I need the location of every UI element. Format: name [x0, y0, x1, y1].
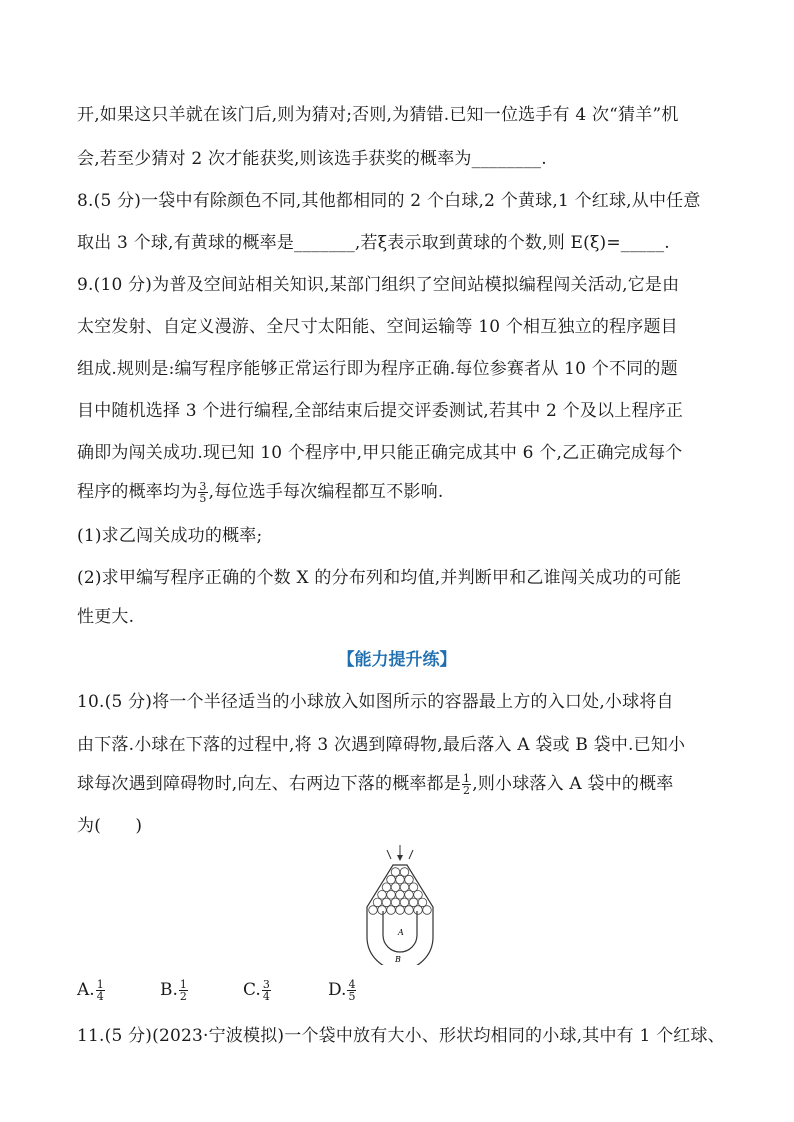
- q9-line: 目中随机选择 3 个进行编程,全部结束后提交评委测试,若其中 2 个及以上程序正: [77, 401, 684, 421]
- text-segment: 程序的概率均为: [77, 482, 198, 502]
- obstacle-peg: [391, 898, 400, 907]
- obstacle-peg: [400, 883, 409, 892]
- fraction: $\frac{1}{2}$: [179, 977, 187, 1003]
- text-segment: 球每次遇到障碍物时,向左、右两边下落的概率都是: [77, 774, 462, 794]
- q10-line: 为( ): [77, 816, 143, 836]
- obstacle-peg: [405, 891, 414, 900]
- obstacle-peg: [396, 906, 405, 915]
- obstacle-peg: [400, 898, 409, 907]
- label-a: A: [398, 928, 404, 937]
- fraction: $\frac{1}{4}$: [96, 977, 104, 1003]
- obstacle-peg: [405, 875, 414, 884]
- obstacle-peg: [378, 906, 387, 915]
- option-d[interactable]: D. $\frac{4}{5}$: [328, 977, 356, 1003]
- q9-line: 确即为闯关成功.现已知 10 个程序中,甲只能正确完成其中 6 个,乙正确完成每个: [77, 443, 683, 463]
- q9-line: 太空发射、自定义漫游、全尺寸太阳能、空间运输等 10 个相互独立的程序题目: [77, 317, 678, 337]
- fraction: $\frac{3}{5}$: [199, 480, 207, 505]
- funnel-lip: [409, 850, 413, 859]
- obstacle-peg: [391, 868, 400, 877]
- obstacle-peg: [396, 875, 405, 884]
- fraction: $\frac{4}{5}$: [348, 977, 356, 1003]
- ball-container-figure: [355, 845, 445, 965]
- obstacle-peg: [378, 891, 387, 900]
- q9-part: (1)求乙闯关成功的概率;: [77, 526, 263, 546]
- q10-line: 10.(5 分)将一个半径适当的小球放入如图所示的容器最上方的入口处,小球将自: [77, 692, 674, 712]
- container-outline: [367, 865, 433, 965]
- obstacle-peg: [387, 906, 396, 915]
- option-a[interactable]: A. $\frac{1}{4}$: [77, 977, 104, 1003]
- obstacle-peg: [400, 868, 409, 877]
- obstacle-peg: [396, 891, 405, 900]
- text-segment: ,每位选手每次编程都互不影响.: [208, 482, 444, 502]
- option-b[interactable]: B. $\frac{1}{2}$: [160, 977, 187, 1003]
- obstacle-peg: [409, 883, 418, 892]
- obstacle-peg: [423, 906, 432, 915]
- q11-line: 11.(5 分)(2023·宁波模拟)一个袋中放有大小、形状均相同的小球,其中有 1 个红球、: [77, 1026, 725, 1046]
- text-line: 会,若至少猜对 2 次才能获奖,则该选手获奖的概率为________.: [77, 149, 547, 169]
- obstacle-peg: [373, 898, 382, 907]
- q9-line: 9.(10 分)为普及空间站相关知识,某部门组织了空间站模拟编程闯关活动,它是由: [77, 275, 680, 295]
- label-b: B: [395, 955, 401, 964]
- obstacle-peg: [405, 906, 414, 915]
- obstacle-peg: [414, 906, 423, 915]
- section-title: 【能力提升练】: [337, 650, 457, 670]
- text-segment: ,则小球落入 A 袋中的概率: [472, 774, 674, 794]
- obstacle-peg: [414, 891, 423, 900]
- obstacle-peg: [391, 883, 400, 892]
- obstacle-peg: [409, 898, 418, 907]
- q10-line: [77, 772, 674, 796]
- q9-part: 性更大.: [77, 607, 135, 627]
- obstacle-peg: [369, 906, 378, 915]
- q9-line: [77, 480, 443, 504]
- obstacle-peg: [382, 883, 391, 892]
- obstacle-pegs: [369, 868, 432, 915]
- text-line: 开,如果这只羊就在该门后,则为猜对;否则,为猜错.已知一位选手有 4 次“猜羊”机: [77, 105, 679, 125]
- funnel-lip: [387, 850, 391, 859]
- obstacle-peg: [418, 898, 427, 907]
- q8-line: 取出 3 个球,有黄球的概率是_______,若ξ表示取到黄球的个数,则 E(ξ)=_____.: [77, 233, 670, 253]
- q10-line: 由下落.小球在下落的过程中,将 3 次遇到障碍物,最后落入 A 袋或 B 袋中.已知小: [77, 735, 686, 755]
- obstacle-peg: [382, 898, 391, 907]
- option-c[interactable]: C. $\frac{3}{4}$: [243, 977, 270, 1003]
- fraction: $\frac{3}{4}$: [262, 977, 270, 1003]
- q9-line: 组成.规则是:编写程序能够正常运行即为程序正确.每位参赛者从 10 个不同的题: [77, 359, 678, 379]
- q8-line: 8.(5 分)一袋中有除颜色不同,其他都相同的 2 个白球,2 个黄球,1 个红球,从中任意: [77, 191, 701, 211]
- q9-part: (2)求甲编写程序正确的个数 X 的分布列和均值,并判断甲和乙谁闯关成功的可能: [77, 568, 682, 588]
- obstacle-peg: [387, 891, 396, 900]
- fraction: $\frac{1}{2}$: [463, 772, 471, 797]
- entry-arrow-head: [397, 855, 403, 861]
- obstacle-peg: [387, 875, 396, 884]
